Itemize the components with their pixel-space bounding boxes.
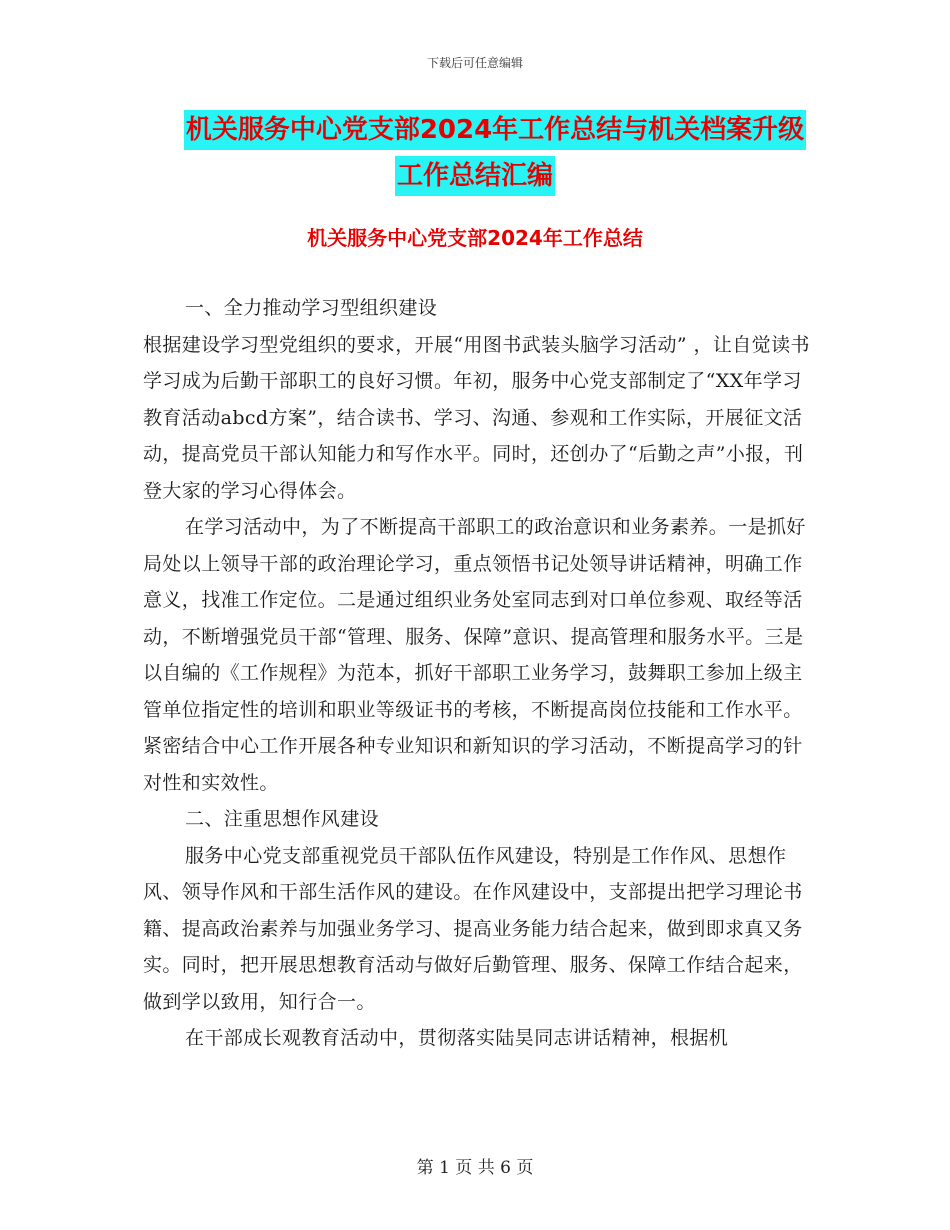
heading-work-style: 二、注重思想作风建设 [185,808,380,830]
paragraph-4: 在干部成长观教育活动中，贯彻落实陆昊同志讲话精神，根据机 [185,1027,729,1049]
heading-learning-organization: 一、全力推动学习型组织建设 [185,297,438,319]
title-line-1: 机关服务中心党支部2024年工作总结与机关档案升级 [184,110,806,150]
paragraph-3: 服务中心党支部重视党员干部队伍作风建设，特别是工作作风、思想作风、领导作风和干部生活作风的建设。在作风建设中，支部提出把学习理论书籍、提高政治素养与加强业务学习、提高业务能力结合起来，做到即求真又务实。同时，把开展思想教育活动与做好后勤管理、服务、保障工作结合起来，做到学以致用，知行合一。 [143,844,803,1013]
paragraph-2: 在学习活动中，为了不断提高干部职工的政治意识和业务素养。一是抓好局处以上领导干部的政治理论学习，重点领悟书记处领导讲话精神，明确工作意义，找准工作定位。二是通过组织业务处室同志到对口单位参观、取经等活动，不断增强党员干部“管理、服务、保障”意识、提高管理和服务水平。三是以自编的《工作规程》为范本，抓好干部职工业务学习，鼓舞职工参加上级主管单位指定性的培训和职业等级证书的考核，不断提高岗位技能和工作水平。紧密结合中心工作开展各种专业知识和新知识的学习活动，不断提高学习的针对性和实效性。 [143,516,806,794]
header-note: 下载后可任意编辑 [426,56,523,70]
document-title [0,110,950,196]
paragraph-1: 根据建设学习型党组织的要求，开展“用图书武装头脑学习活动” ，让自觉读书学习成为后勤干部职工的良好习惯。年初，服务中心党支部制定了“XX年学习教育活动abcd方案”，结合读书、学习、沟通、参观和工作实际，开展征文活动，提高党员干部认知能力和写作水平。同时，还创办了“后勤之声”小报，刊登大家的学习心得体会。 [143,333,810,502]
body-text [143,290,811,1057]
page-footer: 第 1 页 共 6 页 [416,1158,534,1178]
title-line-2: 工作总结汇编 [395,156,555,196]
section-title: 机关服务中心党支部2024年工作总结 [307,226,643,250]
